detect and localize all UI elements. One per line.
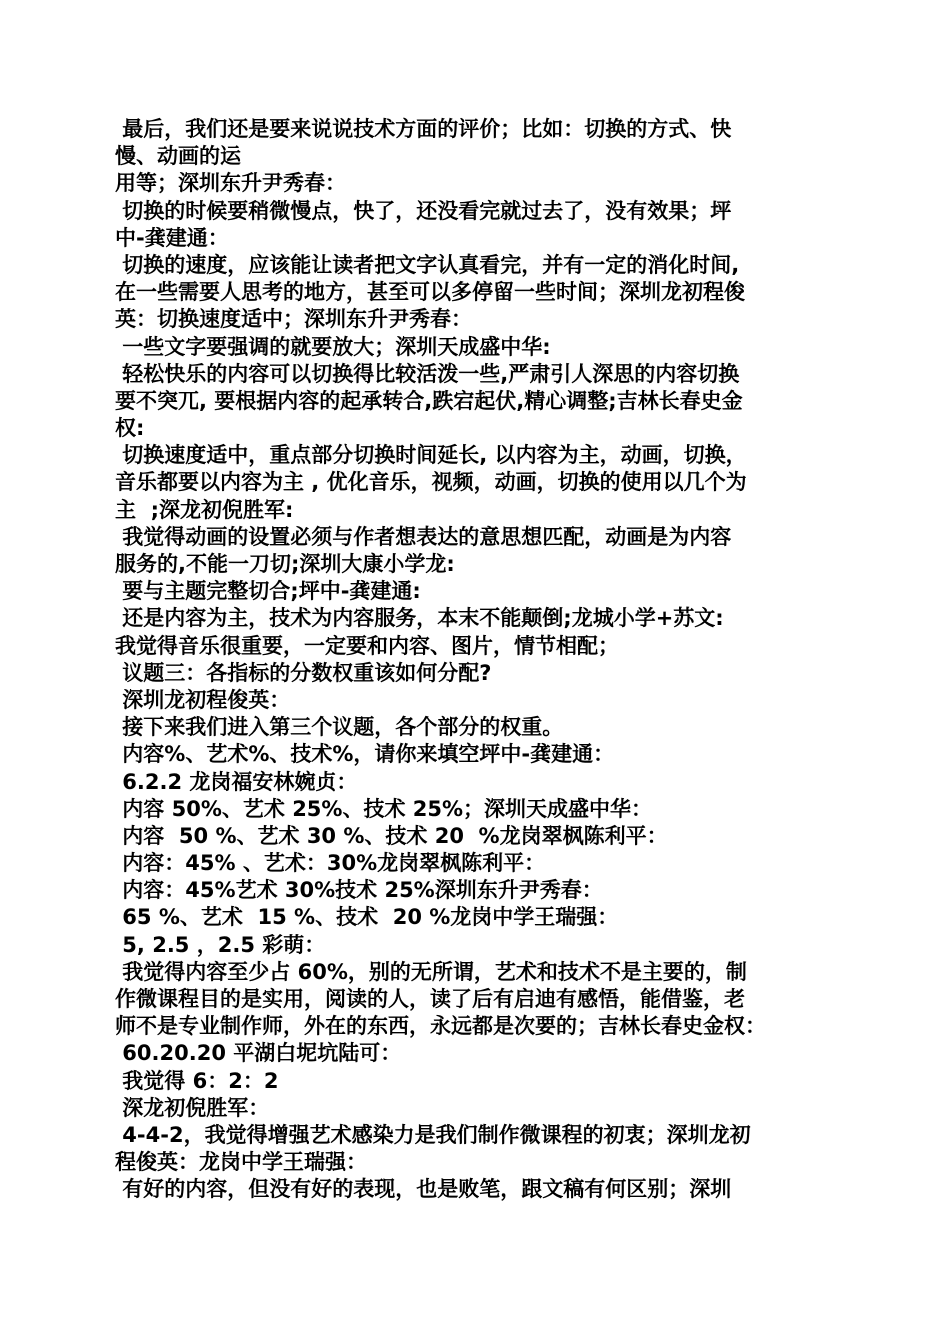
text-line: 内容：45%艺术 30%技术 25%深圳东升尹秀春：	[115, 878, 603, 903]
text-line: 权:	[115, 416, 145, 441]
text-line: 服务的,不能一刀切;深圳大康小学龙:	[115, 552, 455, 576]
text-line: 要与主题完整切合;坪中-龚建通:	[115, 579, 421, 604]
text-line: 要不突兀, 要根据内容的起承转合,跌宕起伏,精心调整;吉林长春史金	[115, 388, 743, 413]
text-line: 音乐都要以内容为主 , 优化音乐，视频，动画，切换的使用以几个为	[115, 470, 747, 495]
text-line: 最后，我们还是要来说说技术方面的评价；比如：切换的方式、快	[115, 117, 732, 141]
text-line: 内容%、艺术%、技术%，请你来填空坪中-龚建通：	[115, 742, 615, 767]
text-line: 5, 2.5 ，2.5 彩萌：	[115, 932, 326, 957]
text-line: 作微课程目的是实用，阅读的人，读了后有启迪有感悟，能借鉴，老	[115, 987, 745, 1011]
text-line: 内容 50%、艺术 25%、技术 25%；深圳天成盛中华：	[115, 796, 653, 821]
text-line: 我觉得音乐很重要，一定要和内容、图片，情节相配；	[115, 633, 619, 658]
text-line: 60.20.20 平湖白坭坑陆可：	[115, 1041, 402, 1066]
text-line: 我觉得内容至少占 60%，别的无所谓，艺术和技术不是主要的，制	[115, 959, 747, 984]
text-line: 英：切换速度适中；深圳东升尹秀春：	[115, 307, 472, 332]
text-line: 4-4-2，我觉得增强艺术感染力是我们制作微课程的初衷；深圳龙初	[115, 1122, 751, 1147]
text-line: 65 %、艺术 15 %、技术 20 %龙岗中学王瑞强：	[115, 905, 619, 930]
text-line: 切换速度适中，重点部分切换时间延长, 以内容为主，动画，切换，	[115, 443, 747, 468]
text-line: 在一些需要人思考的地方，甚至可以多停留一些时间；深圳龙初程俊	[115, 280, 745, 305]
document-body	[115, 116, 850, 1204]
text-line: 师不是专业制作师，外在的东西，永远都是次要的；吉林长春史金权：	[115, 1014, 766, 1039]
text-line: 一些文字要强调的就要放大；深圳天成盛中华:	[115, 334, 551, 359]
text-line: 切换的速度，应该能让读者把文字认真看完，并有一定的消化时间,	[115, 252, 740, 277]
text-line: 6.2.2 龙岗福安林婉贞：	[115, 769, 358, 794]
text-line: 接下来我们进入第三个议题，各个部分的权重。	[115, 715, 564, 740]
text-line: 我觉得动画的设置必须与作者想表达的意思想匹配，动画是为内容	[115, 524, 732, 549]
text-line: 程俊英：龙岗中学王瑞强：	[115, 1150, 367, 1175]
text-line: 议题三：各指标的分数权重该如何分配?	[115, 660, 492, 685]
text-line: 用等；深圳东升尹秀春：	[115, 171, 346, 196]
text-line: 内容 50 %、艺术 30 %、技术 20 %龙岗翠枫陈利平：	[115, 823, 668, 848]
text-line: 内容：45% 、艺术：30%龙岗翠枫陈利平：	[115, 851, 546, 876]
text-line: 还是内容为主，技术为内容服务，本末不能颠倒;龙城小学+苏文:	[115, 606, 724, 631]
text-line: 中-龚建通：	[115, 225, 229, 250]
text-line: 主 ;深龙初倪胜军:	[115, 497, 294, 522]
text-line: 切换的时候要稍微慢点，快了，还没看完就过去了，没有效果；坪	[115, 198, 732, 223]
text-line: 轻松快乐的内容可以切换得比较活泼一些,严肃引人深思的内容切换	[115, 361, 740, 386]
text-line: 有好的内容，但没有好的表现，也是败笔，跟文稿有何区别；深圳	[115, 1177, 732, 1202]
text-line: 我觉得 6：2：2	[115, 1068, 279, 1093]
text-line: 慢、动画的运	[115, 144, 241, 169]
text-line: 深圳龙初程俊英：	[115, 687, 291, 712]
text-line: 深龙初倪胜军：	[115, 1095, 270, 1120]
